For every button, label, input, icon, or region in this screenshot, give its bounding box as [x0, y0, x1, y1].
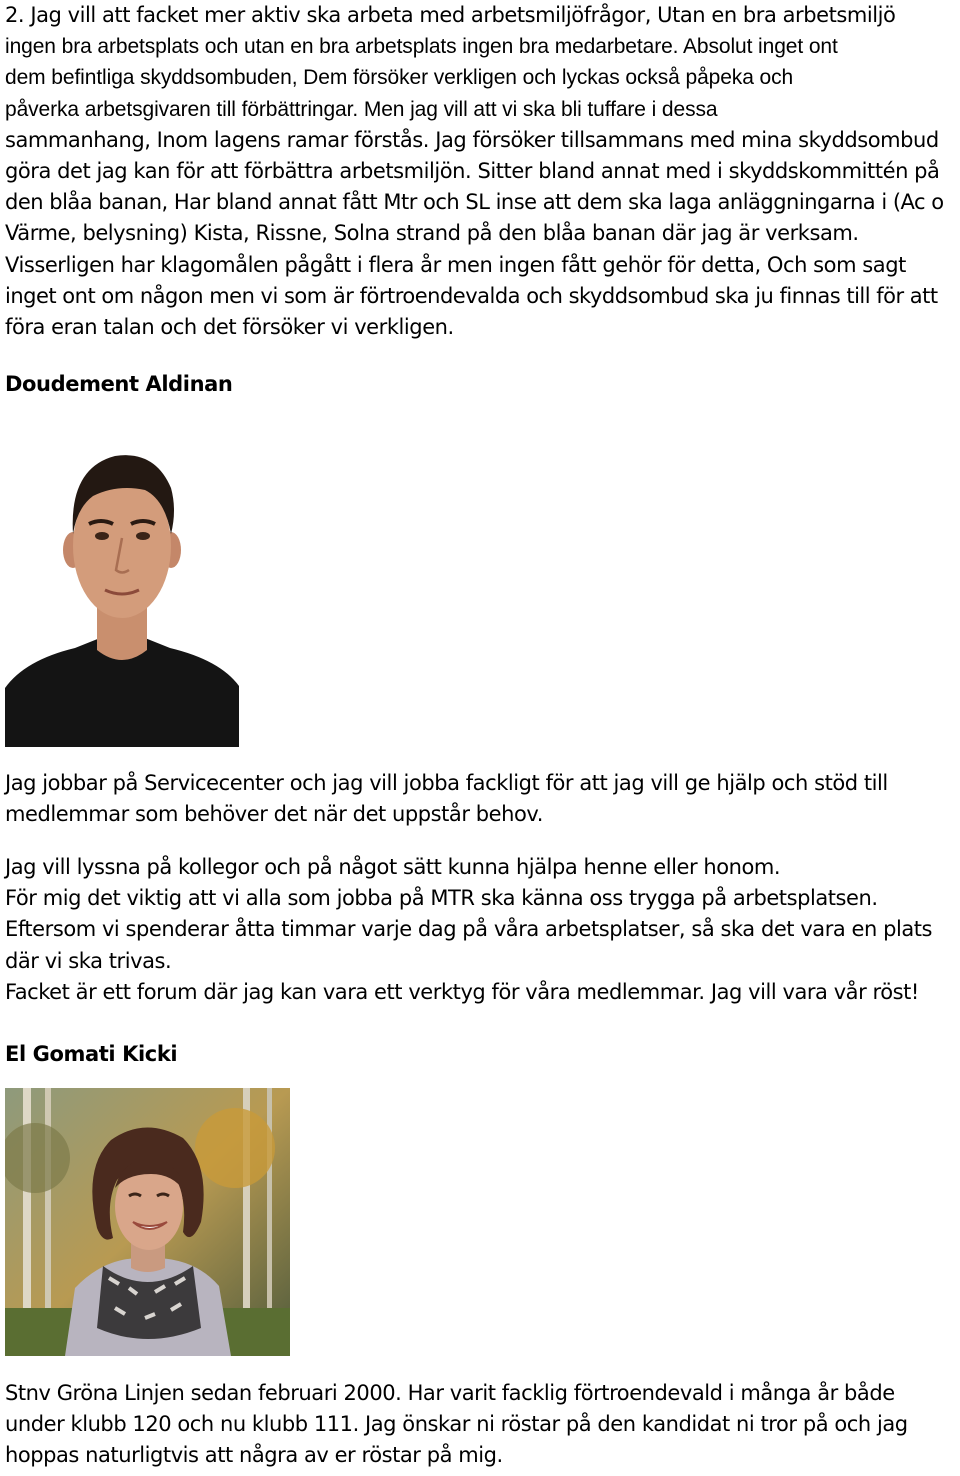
intro-line: den blåa banan, Har bland annat fått Mtr och SL inse att dem ska laga anläggningarna i (Ac o: [5, 190, 944, 215]
candidate-bio-aldinan-a: [5, 768, 957, 830]
intro-line: dem befintliga skyddsombuden, Dem försöker verkligen och lyckas också påpeka och: [5, 66, 794, 90]
bio-line: hoppas naturligtvis att några av er röstar på mig.: [5, 1443, 503, 1468]
intro-line: Värme, belysning) Kista, Rissne, Solna strand på den blåa banan där jag är verksam.: [5, 221, 859, 246]
candidate-photo-aldinan: [5, 438, 239, 747]
bio-line: medlemmar som behöver det när det uppstår behov.: [5, 802, 543, 827]
intro-paragraph: [5, 0, 960, 343]
candidate-bio-kicki: [5, 1378, 957, 1472]
intro-line: sammanhang, Inom lagens ramar förstås. Jag försöker tillsammans med mina skyddsombud: [5, 127, 939, 152]
bio-line: Stnv Gröna Linjen sedan februari 2000. Har varit facklig förtroendevald i många år både: [5, 1381, 895, 1405]
candidate-bio-aldinan-b: [5, 852, 957, 1008]
candidate-name-kicki: El Gomati Kicki: [5, 1042, 178, 1066]
intro-line: inget ont om någon men vi som är förtroendevalda och skyddsombud ska ju finnas till för att: [5, 283, 938, 308]
intro-line: Visserligen har klagomålen pågått i flera år men ingen fått gehör för detta, Och som sagt: [5, 252, 906, 277]
bio-line: Facket är ett forum där jag kan vara ett verktyg för våra medlemmar. Jag vill vara vår röst!: [5, 979, 919, 1004]
bio-line: För mig det viktig att vi alla som jobba på MTR ska känna oss trygga på arbetsplatsen.: [5, 886, 878, 911]
bio-line: under klubb 120 och nu klubb 111. Jag önskar ni röstar på den kandidat ni tror på och jag: [5, 1412, 908, 1437]
bio-line: Jag jobbar på Servicecenter och jag vill jobba fackligt för att jag vill ge hjälp och stöd till: [5, 771, 888, 795]
intro-line: 2. Jag vill att facket mer aktiv ska arbeta med arbetsmiljöfrågor, Utan en bra arbetsmiljö: [5, 3, 896, 27]
candidate-photo-kicki: [5, 1088, 290, 1356]
intro-line: ingen bra arbetsplats och utan en bra arbetsplats ingen bra medarbetare. Absolut inget ont: [5, 35, 838, 59]
bio-line: Eftersom vi spenderar åtta timmar varje dag på våra arbetsplatser, så ska det vara en plats: [5, 917, 933, 942]
intro-line: påverka arbetsgivaren till förbättringar. Men jag vill att vi ska bli tuffare i dessa: [5, 97, 718, 121]
bio-line: Jag vill lyssna på kollegor och på något sätt kunna hjälpa henne eller honom.: [5, 855, 781, 879]
bio-line: där vi ska trivas.: [5, 948, 172, 973]
intro-line: göra det jag kan för att förbättra arbetsmiljön. Sitter bland annat med i skyddskommittén på: [5, 159, 940, 184]
candidate-name-aldinan: Doudement Aldinan: [5, 372, 233, 396]
intro-line: föra eran talan och det försöker vi verkligen.: [5, 315, 454, 340]
